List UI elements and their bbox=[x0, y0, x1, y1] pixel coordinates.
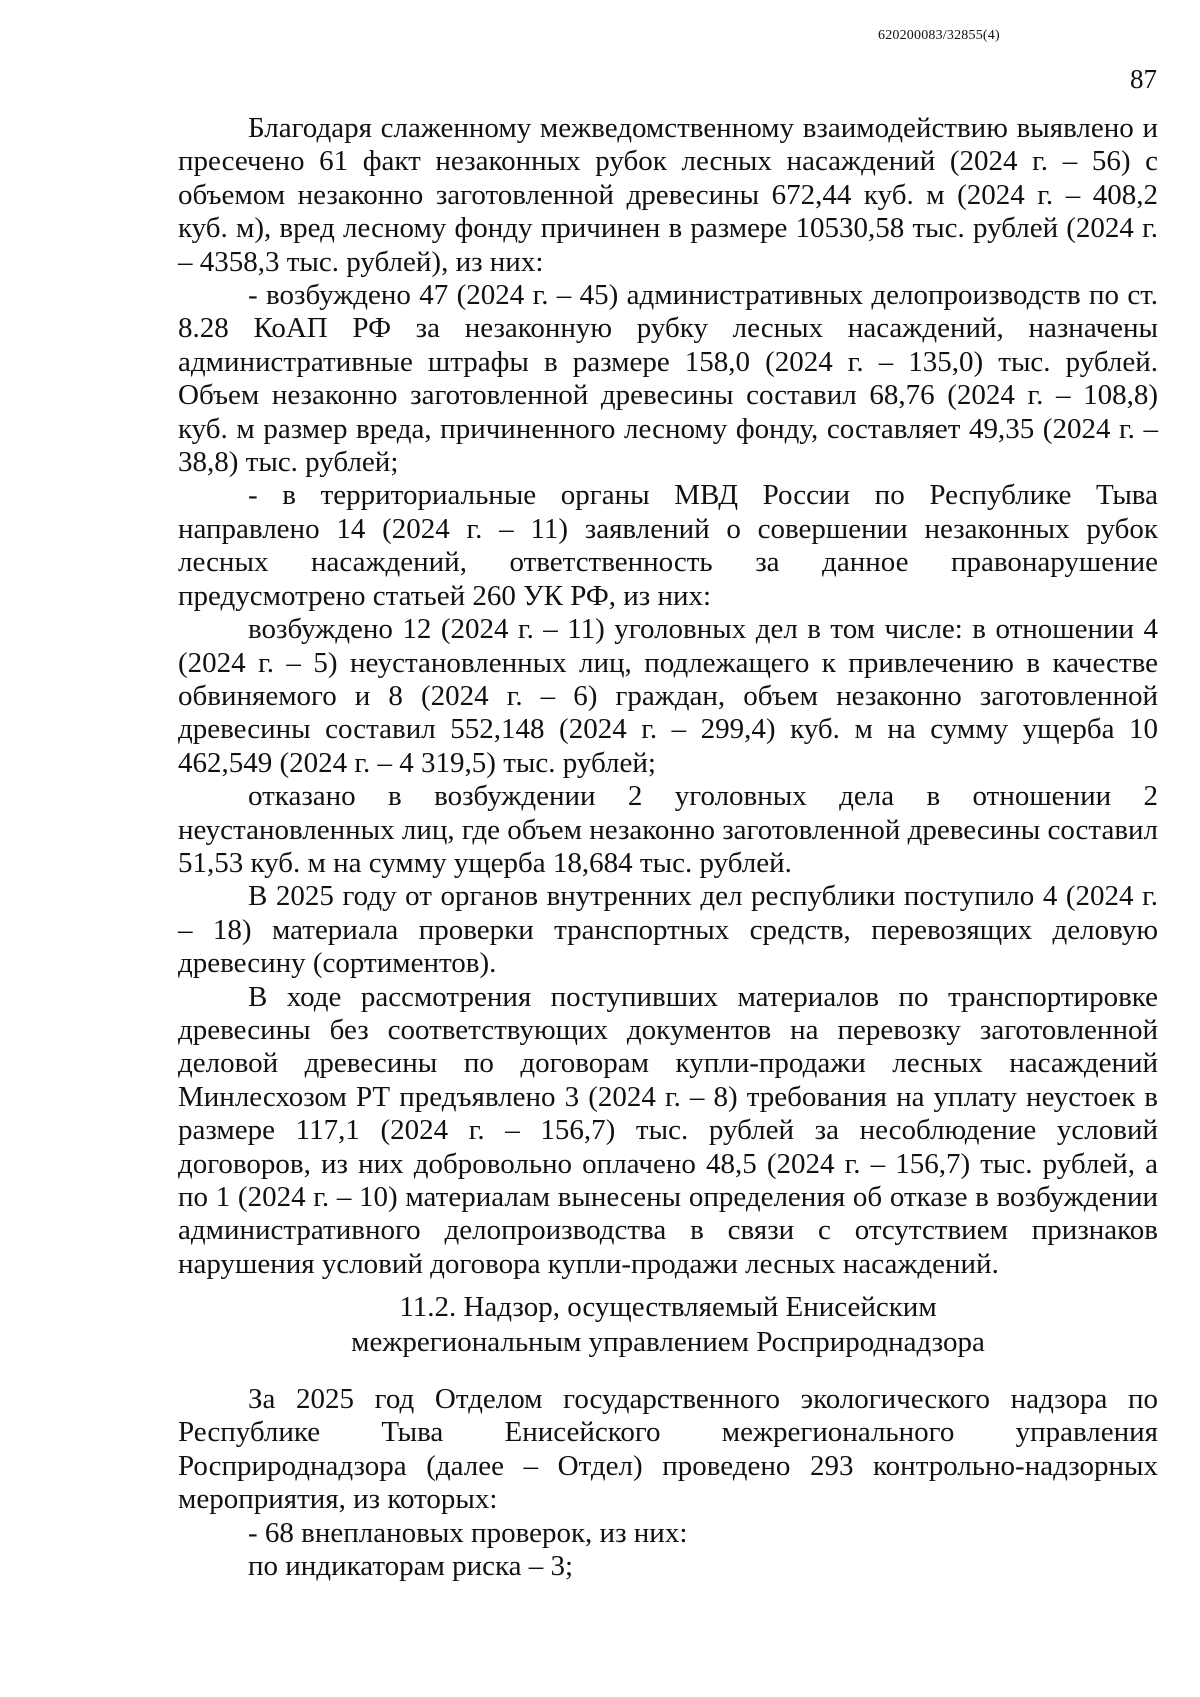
page-number: 87 bbox=[1130, 64, 1157, 94]
paragraph: по индикаторам риска – 3; bbox=[248, 1550, 574, 1583]
paragraph: За 2025 год Отделом государственного экологического надзора по Республике Тыва Енисейского межрегионального управления Росприроднадзора (далее – Отдел) проведено 293 контрольно-надзорных мероприятия, из которых: bbox=[178, 1383, 1158, 1516]
section-heading-line: 11.2. Надзор, осуществляемый Енисейским bbox=[399, 1291, 937, 1323]
section-heading bbox=[178, 1290, 1158, 1360]
paragraph: В ходе рассмотрения поступивших материалов по транспортировке древесины без соответствующих документов на перевозку заготовленной деловой древесины по договорам купли-продажи лесных насаждений Минлесхозом РТ предъявлено 3 (2024 г. – 8) требования на уплату неустоек в размере 117,1 (2024 г. – 156,7) тыс. рублей за несоблюдение условий договоров, из них добровольно оплачено 48,5 (2024 г. – 156,7) тыс. рублей, а по 1 (2024 г. – 10) материалам вынесены определения об отказе в возбуждении административного делопроизводства в связи с отсутствием признаков нарушения условий договора купли-продажи лесных насаждений. bbox=[178, 980, 1158, 1280]
paragraph: - в территориальные органы МВД России по Республике Тыва направлено 14 (2024 г. – 11) заявлений о совершении незаконных рубок лесных насаждений, ответственность за данное правонарушение предусмотрено статьей 260 УК РФ, из них: bbox=[178, 479, 1158, 612]
paragraph: - 68 внеплановых проверок, из них: bbox=[248, 1516, 688, 1549]
paragraph: В 2025 году от органов внутренних дел республики поступило 4 (2024 г. – 18) материала проверки транспортных средств, перевозящих деловую древесину (сортиментов). bbox=[178, 880, 1158, 980]
section-heading-line: межрегиональным управлением Росприроднадзора bbox=[351, 1326, 985, 1358]
section-body bbox=[178, 1383, 1158, 1583]
paragraph: - возбуждено 47 (2024 г. – 45) административных делопроизводств по ст. 8.28 КоАП РФ за незаконную рубку лесных насаждений, назначены административные штрафы в размере 158,0 (2024 г. – 135,0) тыс. рублей. Объем незаконно заготовленной древесины составил 68,76 (2024 г. – 108,8) куб. м размер вреда, причиненного лесному фонду, составляет 49,35 (2024 г. – 38,8) тыс. рублей; bbox=[178, 279, 1158, 479]
paragraph: отказано в возбуждении 2 уголовных дела в отношении 2 неустановленных лиц, где объем незаконно заготовленной древесины составил 51,53 куб. м на сумму ущерба 18,684 тыс. рублей. bbox=[178, 780, 1159, 879]
paragraph: Благодаря слаженному межведомственному взаимодействию выявлено и пресечено 61 факт незаконных рубок лесных насаждений (2024 г. – 56) с объемом незаконно заготовленной древесины 672,44 куб. м (2024 г. – 408,2 куб. м), вред лесному фонду причинен в размере 10530,58 тыс. рублей (2024 г. – 4358,3 тыс. рублей), из них: bbox=[178, 112, 1158, 278]
document-id: 620200083/32855(4) bbox=[878, 28, 1000, 43]
paragraph: возбуждено 12 (2024 г. – 11) уголовных дел в том числе: в отношении 4 (2024 г. – 5) неустановленных лиц, подлежащего к привлечению в качестве обвиняемого и 8 (2024 г. – 6) граждан, объем незаконно заготовленной древесины составил 552,148 (2024 г. – 299,4) куб. м на сумму ущерба 10 462,549 (2024 г. – 4 319,5) тыс. рублей; bbox=[178, 613, 1158, 779]
body-text bbox=[178, 112, 1158, 1281]
